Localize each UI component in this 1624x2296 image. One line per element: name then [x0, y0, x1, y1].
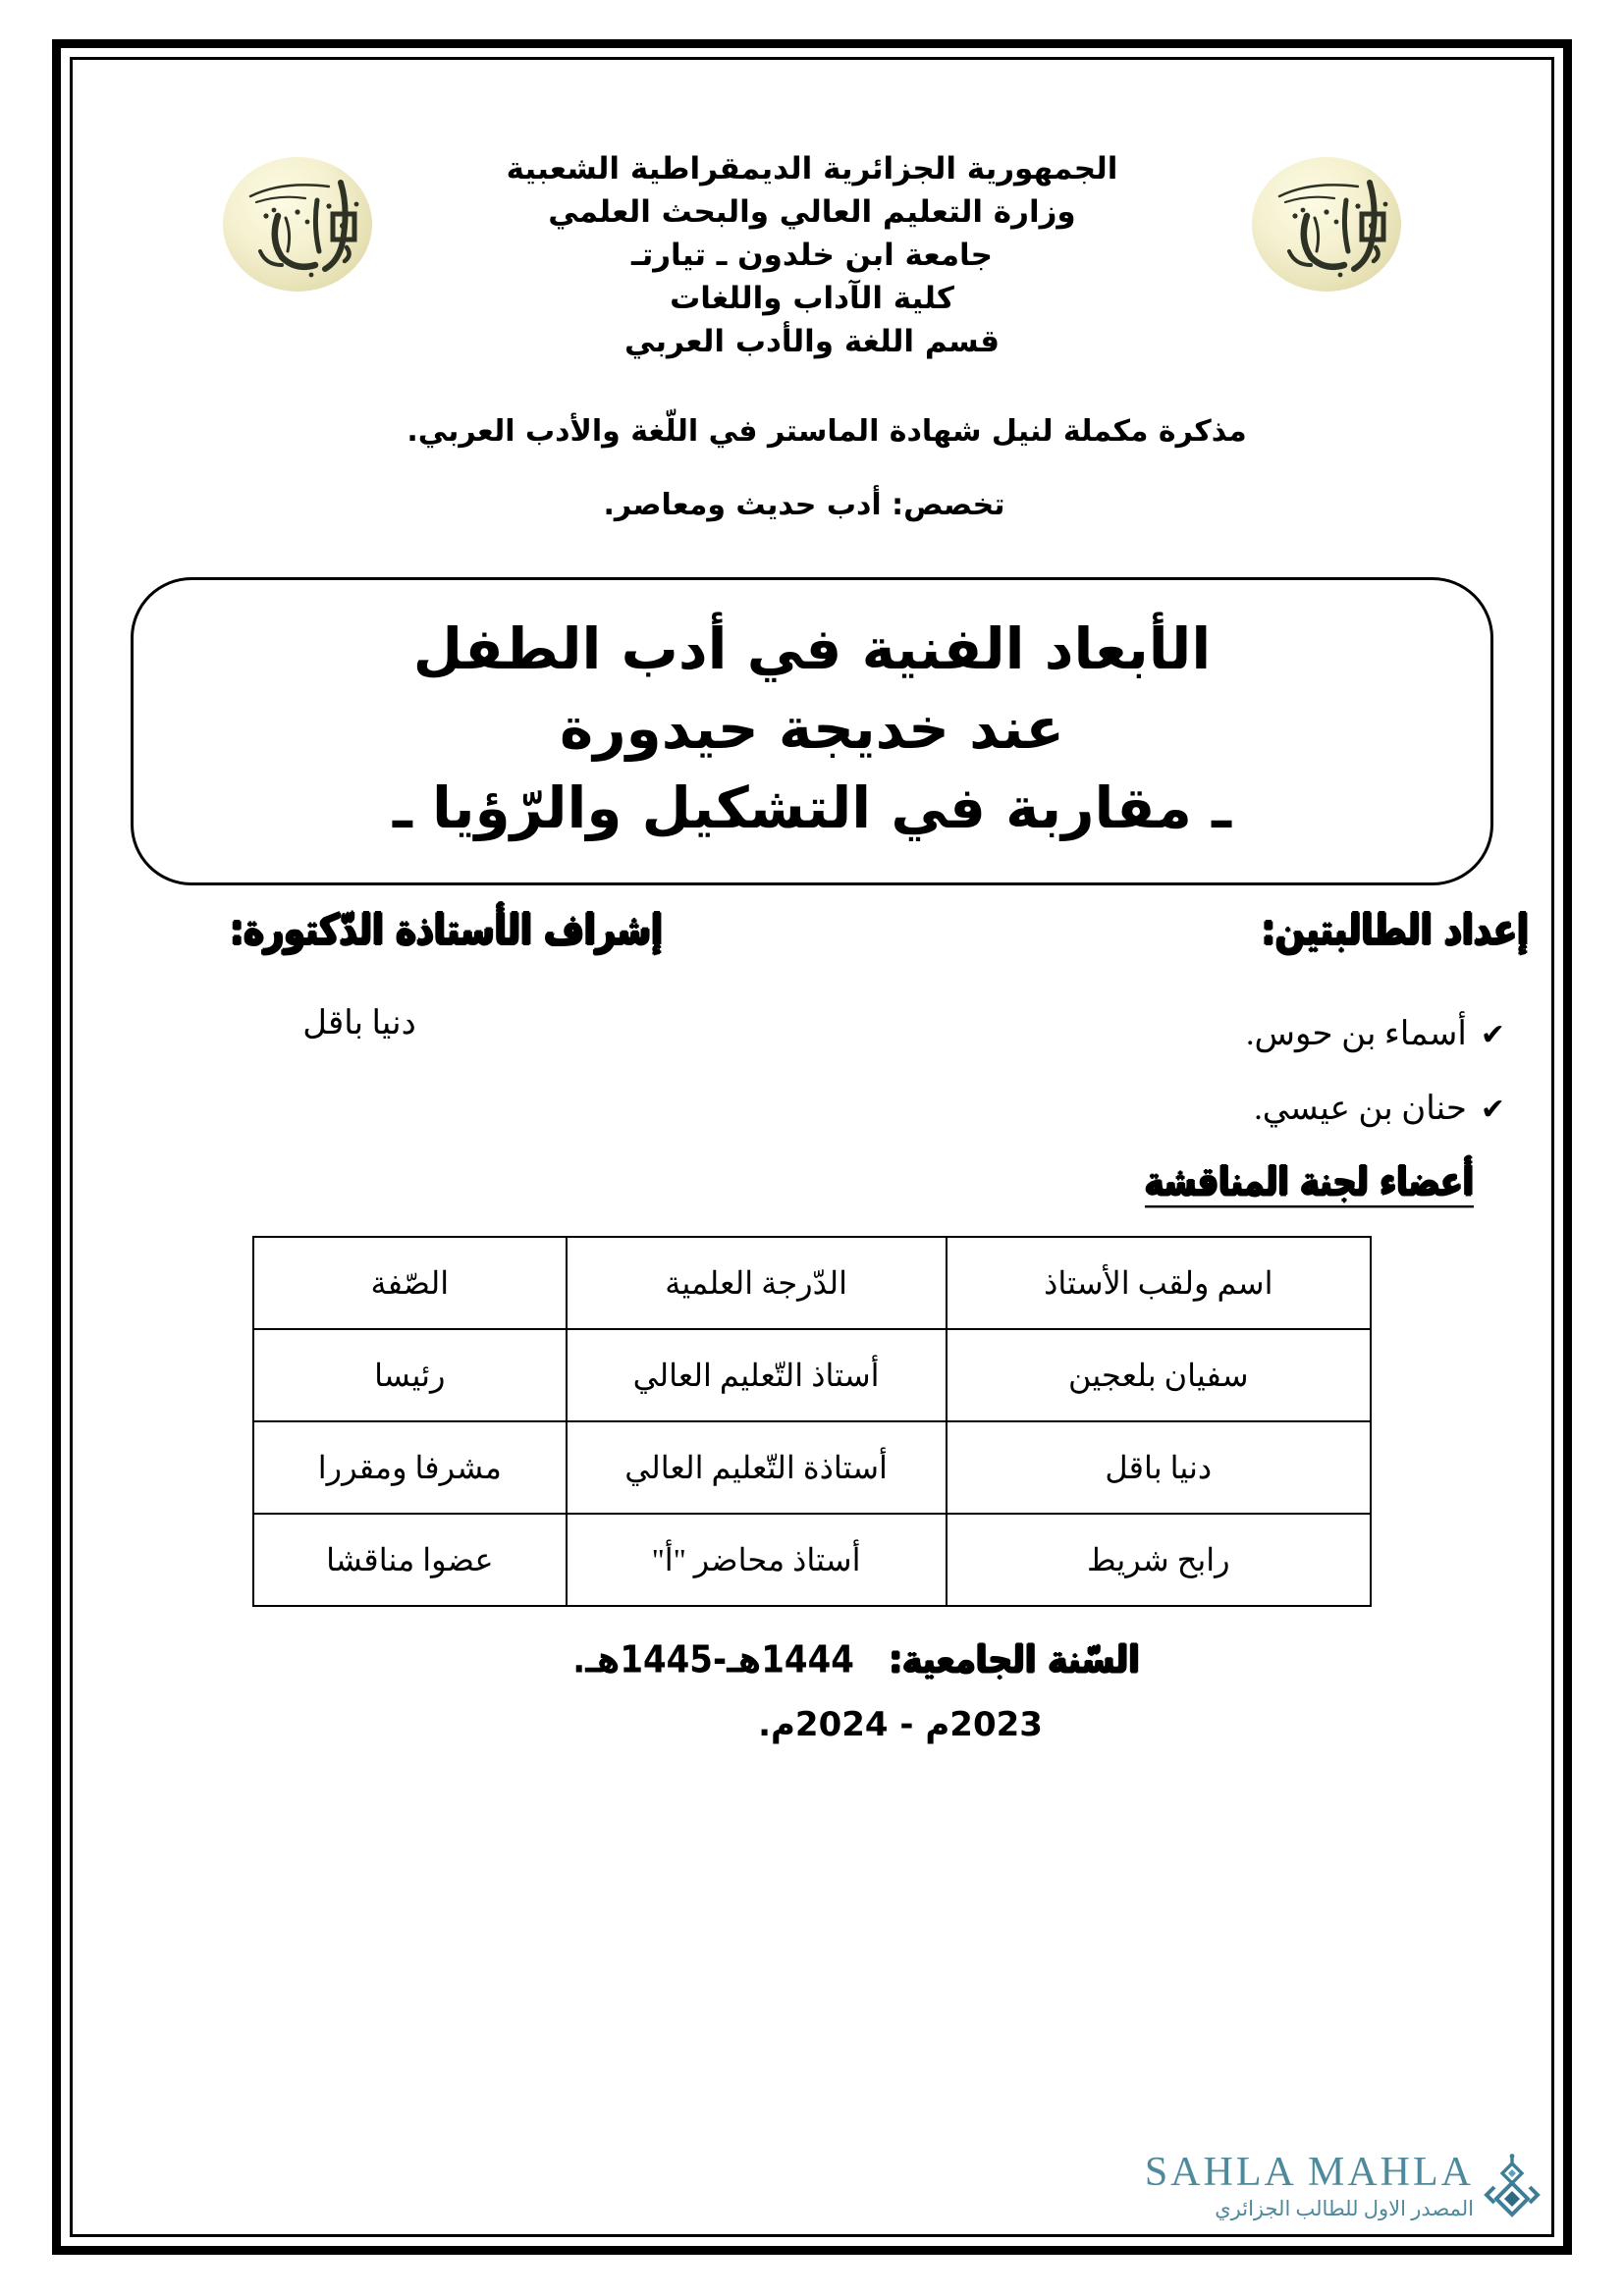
sahla-mahla-diamond-logo-icon [1482, 2154, 1543, 2218]
header-line-faculty: كلية الآداب واللغات [670, 281, 954, 317]
thesis-title-line-1: الأبعاد الفنية في أدب الطفل [412, 615, 1212, 682]
header-line-department: قسم اللغة والأدب العربي [623, 324, 1001, 360]
check-icon: ✔ [1480, 1018, 1505, 1051]
student-name-2: حنان بن عيسي. [1254, 1091, 1467, 1128]
jury-role-3: عضوا مناقشا [253, 1514, 567, 1606]
jury-table [252, 1236, 1372, 1607]
students-list [979, 997, 1529, 1148]
check-icon: ✔ [1480, 1094, 1505, 1127]
table-row [253, 1514, 1371, 1606]
column-header-role: الصّفة [253, 1237, 567, 1329]
jury-heading-text: أعضاء لجنة المناقشة [1145, 1158, 1474, 1207]
jury-grade-2: أستاذة التّعليم العالي [567, 1421, 947, 1514]
students-heading: إعداد الطالبتين: [1261, 906, 1529, 955]
supervisor-column [113, 907, 663, 1042]
watermark-text [1145, 2151, 1474, 2221]
header-line-ministry: وزارة التعليم العالي والبحث العلمي [548, 194, 1076, 231]
sahla-mahla-watermark [1145, 2151, 1543, 2221]
institution-header [74, 147, 1550, 363]
table-header-row [253, 1237, 1371, 1329]
academic-year-section [74, 1637, 1550, 1744]
academic-year-gregorian: 2023م - 2024م. [758, 1704, 1043, 1744]
list-item [979, 997, 1505, 1073]
supervisor-name: دنيا باقل [302, 1004, 416, 1041]
jury-heading [74, 1158, 1474, 1204]
student-name-1: أسماء بن حوس. [1245, 1015, 1467, 1052]
header-line-country: الجمهورية الجزائرية الديمقراطية الشعبية [506, 151, 1118, 187]
jury-grade-3: أستاذ محاضر "أ" [567, 1514, 947, 1606]
column-header-name: اسم ولقب الأستاذ [947, 1237, 1371, 1329]
jury-name-3: رابح شريط [947, 1514, 1371, 1606]
jury-role-1: رئيسا [253, 1329, 567, 1421]
table-row [253, 1329, 1371, 1421]
jury-name-2: دنيا باقل [947, 1421, 1371, 1514]
thesis-title-line-2: عند خديجة حيدورة [560, 695, 1064, 763]
column-header-grade: الدّرجة العلمية [567, 1237, 947, 1329]
page-content [74, 61, 1550, 2233]
jury-role-2: مشرفا ومقررا [253, 1421, 567, 1514]
jury-grade-1: أستاذ التّعليم العالي [567, 1329, 947, 1421]
jury-name-1: سفيان بلعجين [947, 1329, 1371, 1421]
authors-section [74, 907, 1550, 1152]
academic-year-label: السّنة الجامعية: [889, 1637, 1140, 1682]
thesis-title-line-3: ـ مقاربة في التشكيل والرّؤيا ـ [393, 774, 1231, 842]
list-item [979, 1072, 1505, 1148]
degree-statement: مذكرة مكملة لنيل شهادة الماستر في اللّغة والأدب العربي. [406, 414, 1247, 449]
thesis-title-box [131, 577, 1493, 885]
specialty-statement: تخصص: أدب حديث ومعاصر. [603, 488, 1005, 522]
supervisor-heading: إشراف الأستاذة الدّكتورة: [230, 906, 663, 955]
watermark-tagline: المصدر الاول للطالب الجزائري [1215, 2197, 1474, 2220]
watermark-brand: SAHLA MAHLA [1144, 2150, 1474, 2196]
academic-year-hijri: 1444هـ-1445هـ. [572, 1637, 854, 1682]
header-line-university: جامعة ابن خلدون ـ تيارتـ [630, 238, 994, 274]
header-section [74, 61, 1550, 385]
students-column [979, 907, 1529, 1148]
academic-year-hijri-line [74, 1637, 1550, 1682]
table-row [253, 1421, 1371, 1514]
